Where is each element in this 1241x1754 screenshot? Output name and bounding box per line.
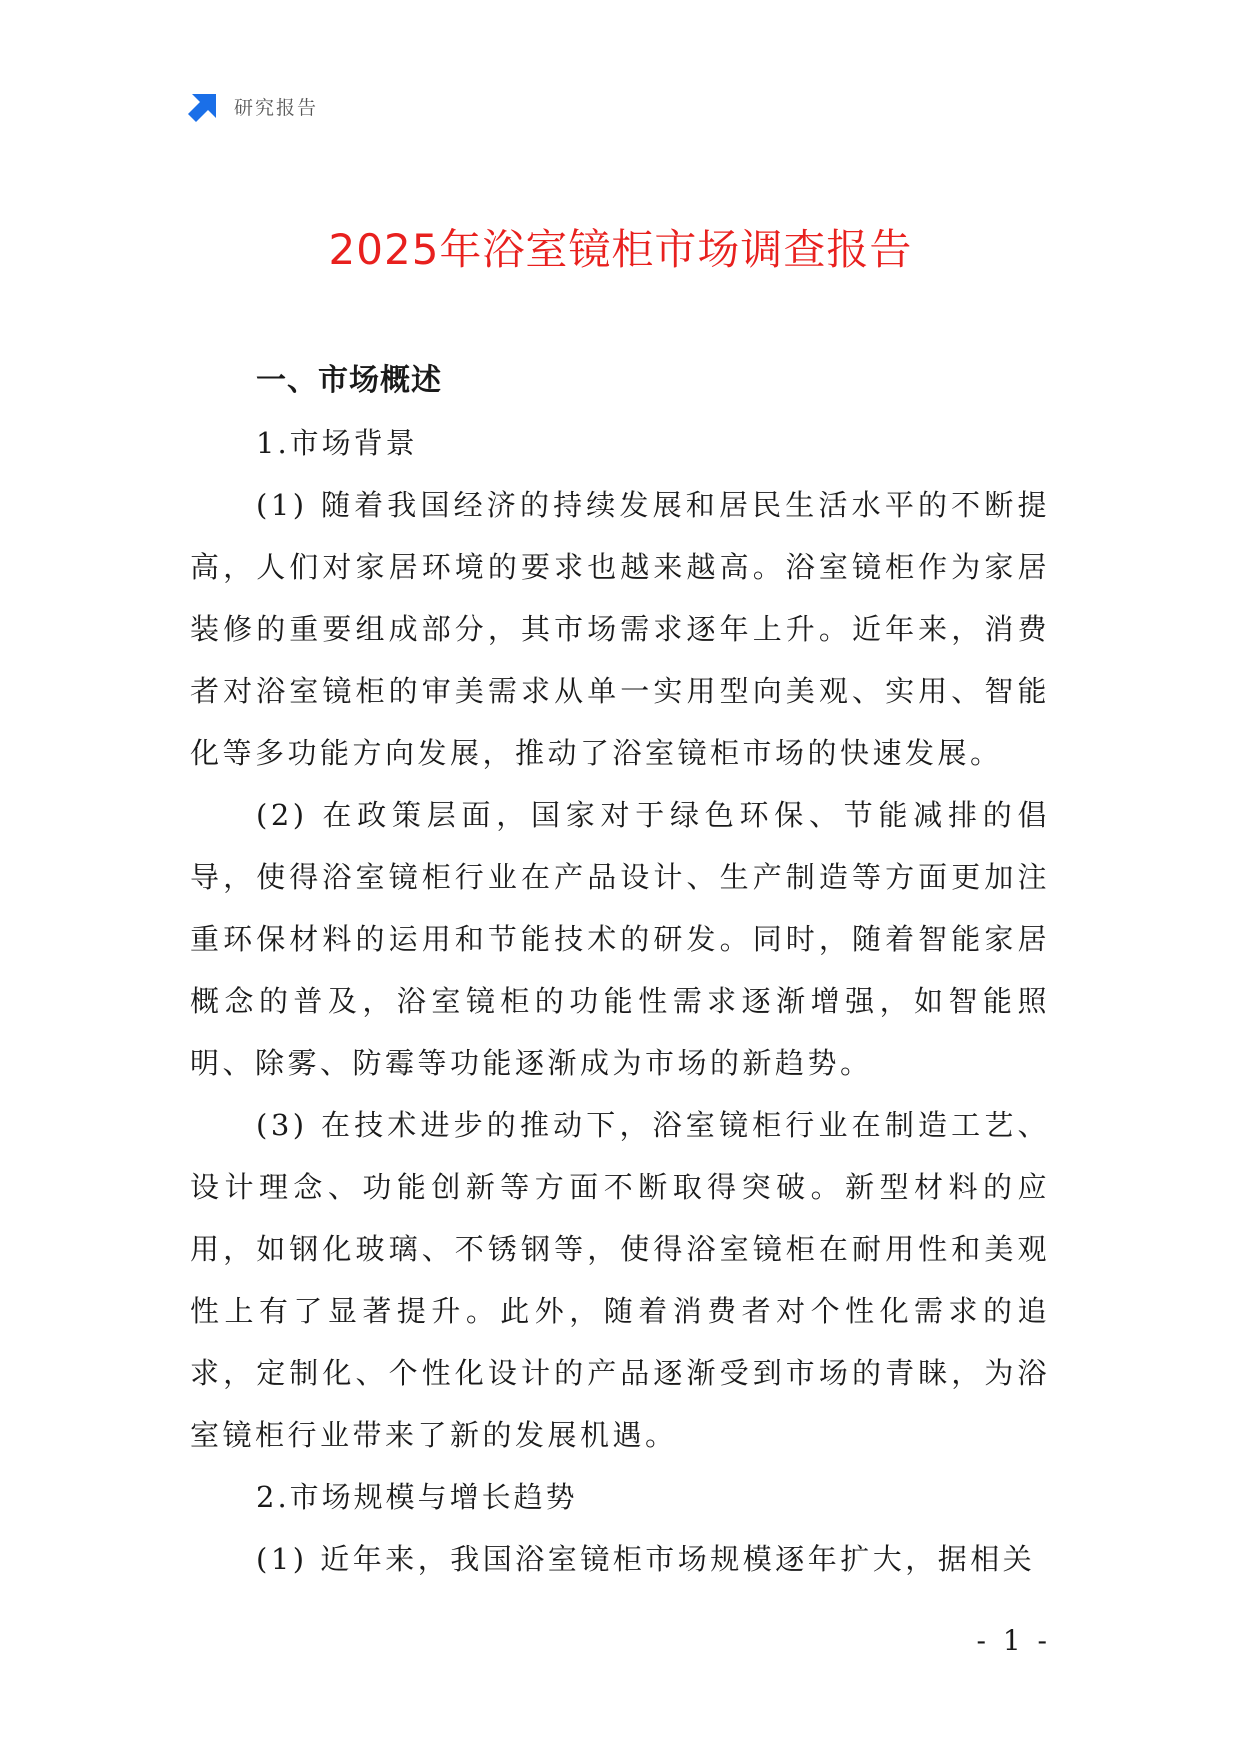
- subsection-heading: 1.市场背景: [256, 426, 418, 460]
- subsection-heading: 2.市场规模与增长趋势: [256, 1480, 578, 1514]
- page-number: - 1 -: [976, 1624, 1051, 1657]
- document-title: 2025年浴室镜柜市场调查报告: [328, 225, 913, 274]
- paragraph: (1) 随着我国经济的持续发展和居民生活水平的不断提高，人们对家居环境的要求也越来越高。浴室镜柜作为家居装修的重要组成部分，其市场需求逐年上升。近年来，消费者对浴室镜柜的审美需求从单一实用型向美观、实用、智能化等多功能方向发展，推动了浴室镜柜市场的快速发展。: [190, 488, 1050, 770]
- section-heading: 一、市场概述: [256, 363, 442, 398]
- arrow-up-right-icon: [188, 90, 220, 122]
- page-header: [188, 88, 318, 124]
- paragraph: (3) 在技术进步的推动下，浴室镜柜行业在制造工艺、设计理念、功能创新等方面不断取得突破。新型材料的应用，如钢化玻璃、不锈钢等，使得浴室镜柜在耐用性和美观性上有了显著提升。此外，随着消费者对个性化需求的追求，定制化、个性化设计的产品逐渐受到市场的青睐，为浴室镜柜行业带来了新的发展机遇。: [190, 1108, 1050, 1452]
- document-body: [190, 350, 1050, 1590]
- header-label: 研究报告: [234, 96, 319, 119]
- paragraph: (2) 在政策层面，国家对于绿色环保、节能减排的倡导，使得浴室镜柜行业在产品设计、生产制造等方面更加注重环保材料的运用和节能技术的研发。同时，随着智能家居概念的普及，浴室镜柜的功能性需求逐渐增强，如智能照明、除雾、防霉等功能逐渐成为市场的新趋势。: [190, 798, 1050, 1080]
- paragraph: (1) 近年来，我国浴室镜柜市场规模逐年扩大，据相关: [256, 1542, 1036, 1576]
